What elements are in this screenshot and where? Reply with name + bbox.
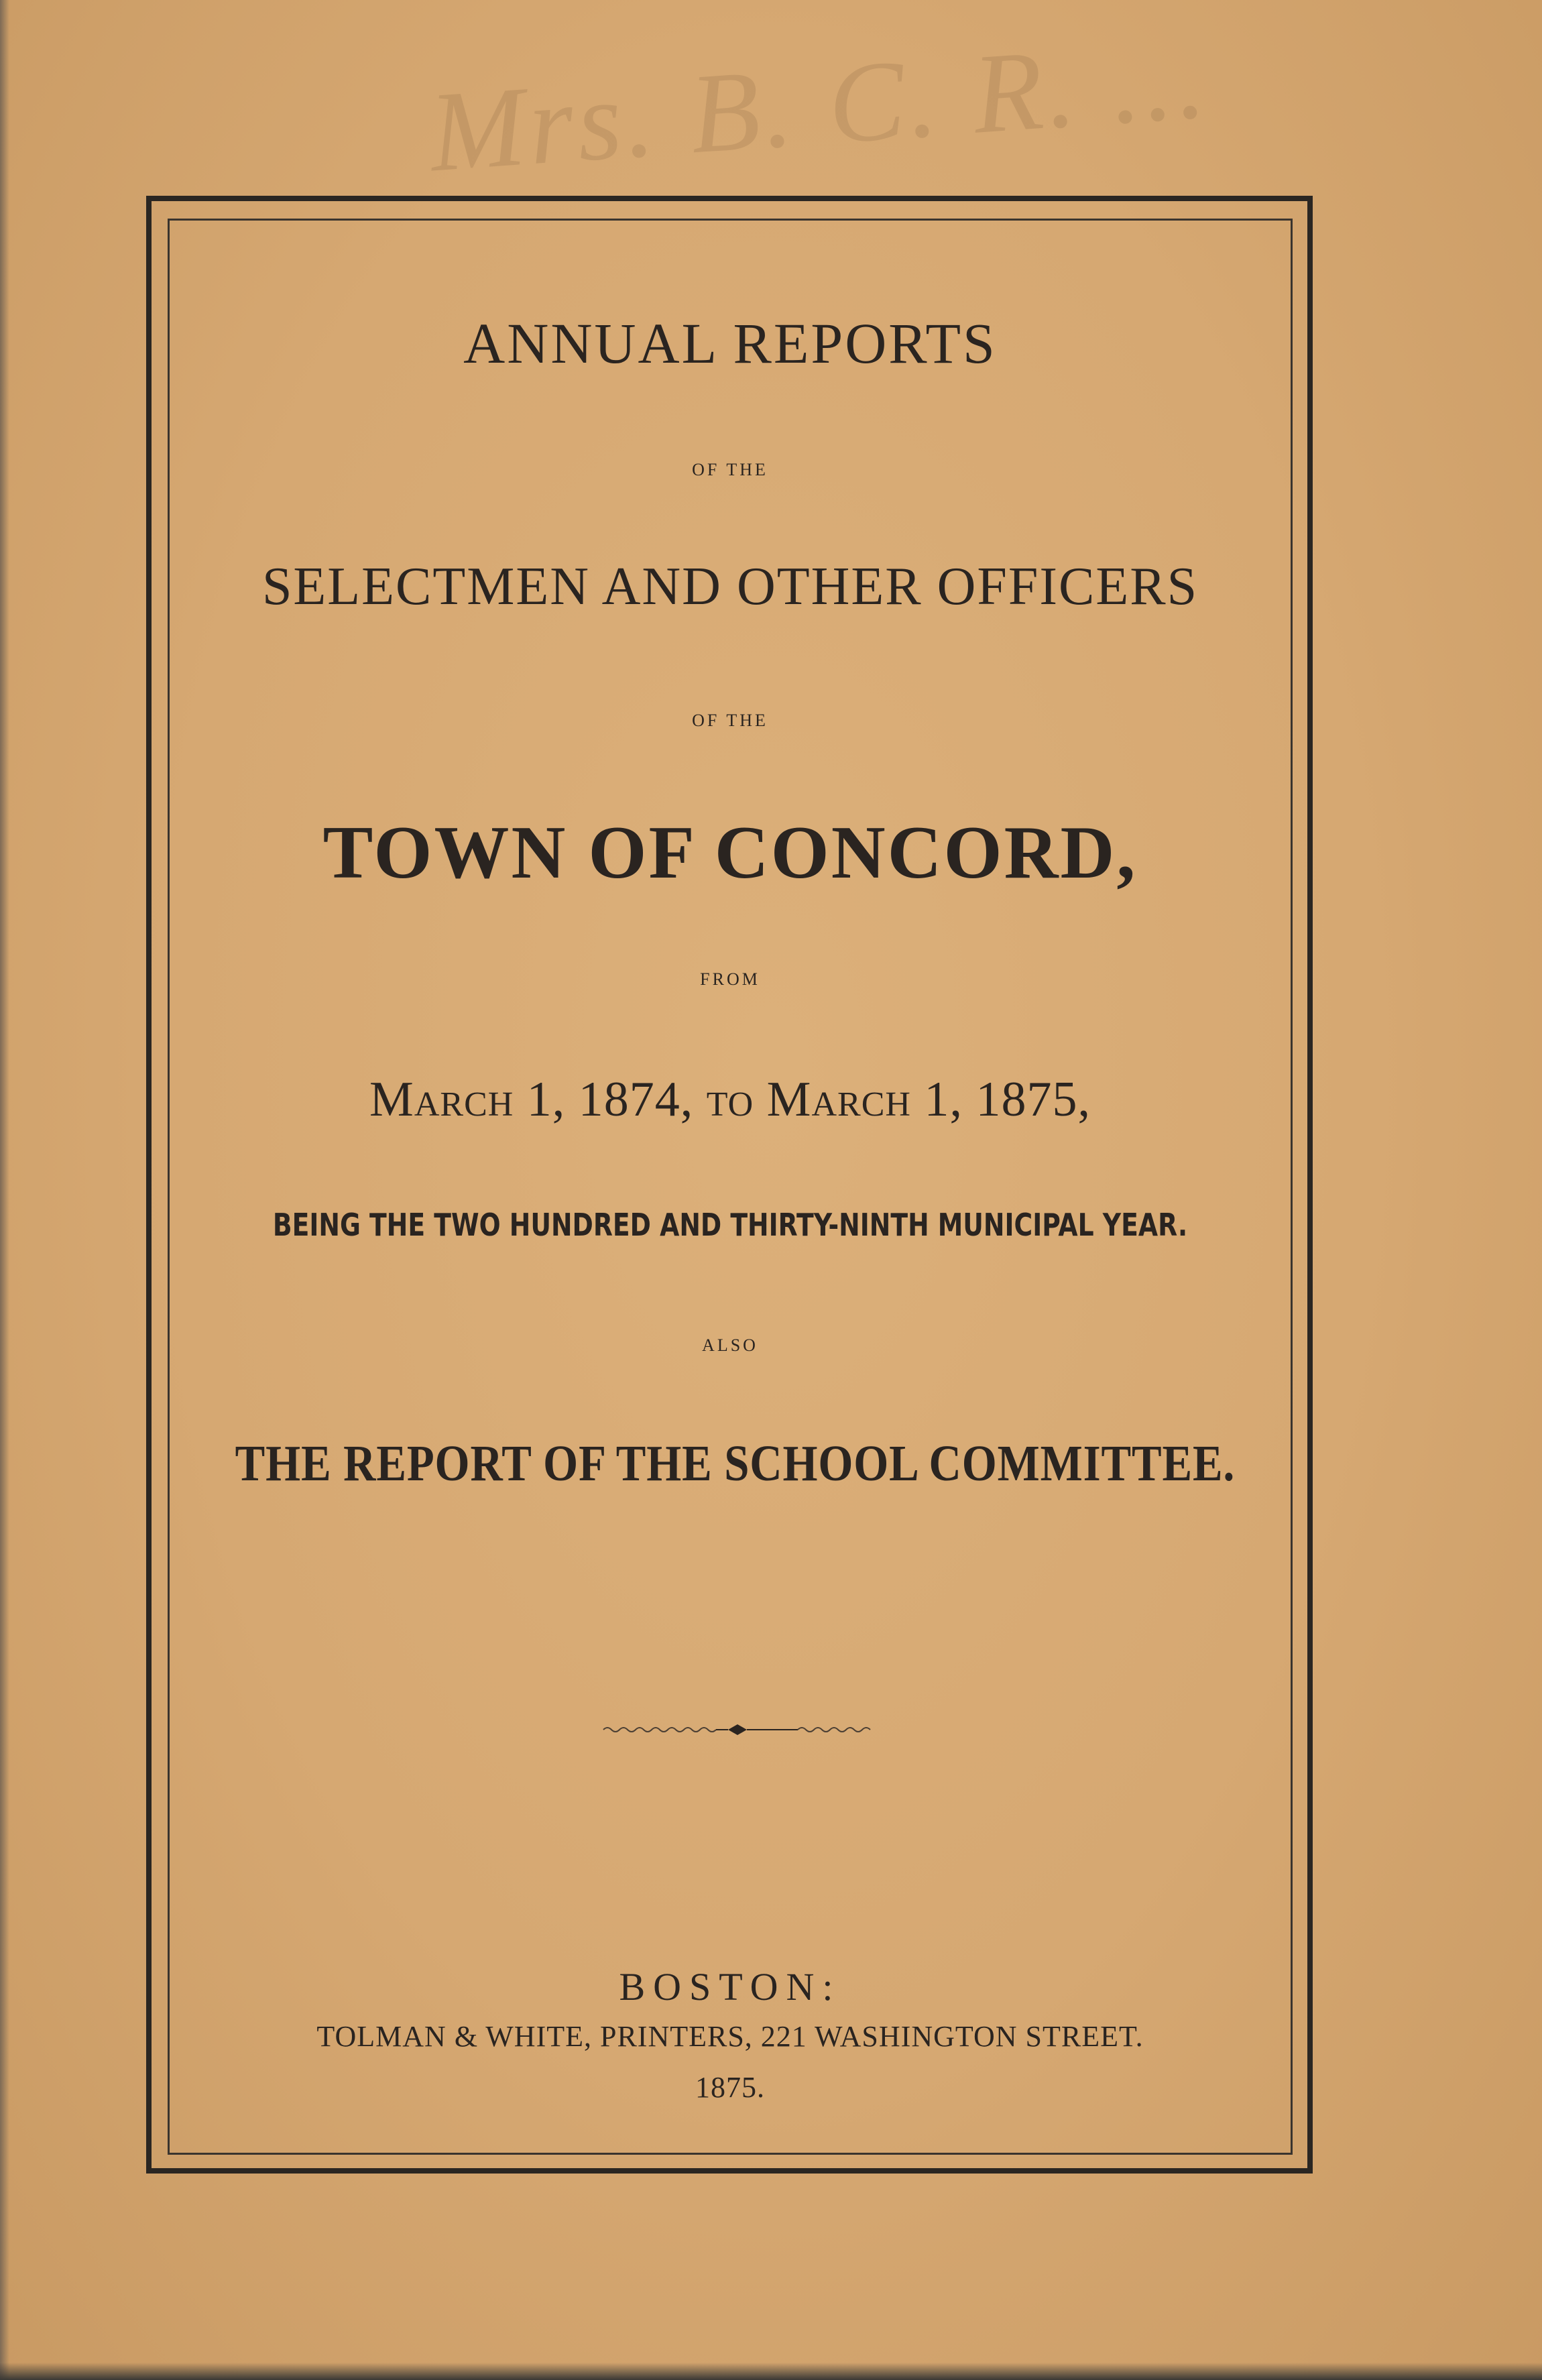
school-committee-report: THE REPORT OF THE SCHOOL COMMITTEE.: [235, 1435, 1236, 1492]
handwritten-inscription: Mrs. B. C. R. ...: [425, 15, 1213, 196]
title: ANNUAL REPORTS: [463, 311, 997, 375]
date-range: March 1, 1874, to March 1, 1875,: [369, 1072, 1091, 1127]
page-bottom-shadow: [0, 2363, 1542, 2380]
page-edge-shadow: [0, 0, 9, 2380]
of-the-label: OF THE: [692, 460, 768, 479]
municipal-year: BEING THE TWO HUNDRED AND THIRTY-NINTH MUNICIPAL YEAR.: [272, 1207, 1188, 1243]
publication-city: BOSTON:: [619, 1965, 841, 2009]
printer-imprint: TOLMAN & WHITE, PRINTERS, 221 WASHINGTON STREET.: [316, 2020, 1144, 2053]
publication-year: 1875.: [695, 2071, 765, 2104]
inner-border: [168, 219, 1293, 2155]
subtitle: SELECTMEN AND OTHER OFFICERS: [261, 557, 1199, 616]
also-label: ALSO: [702, 1335, 758, 1355]
of-the-label-2: OF THE: [692, 711, 768, 730]
wavy-rule-diamond-icon: [597, 1716, 878, 1743]
from-label: FROM: [700, 969, 760, 989]
town-name: TOWN OF CONCORD,: [322, 811, 1138, 894]
